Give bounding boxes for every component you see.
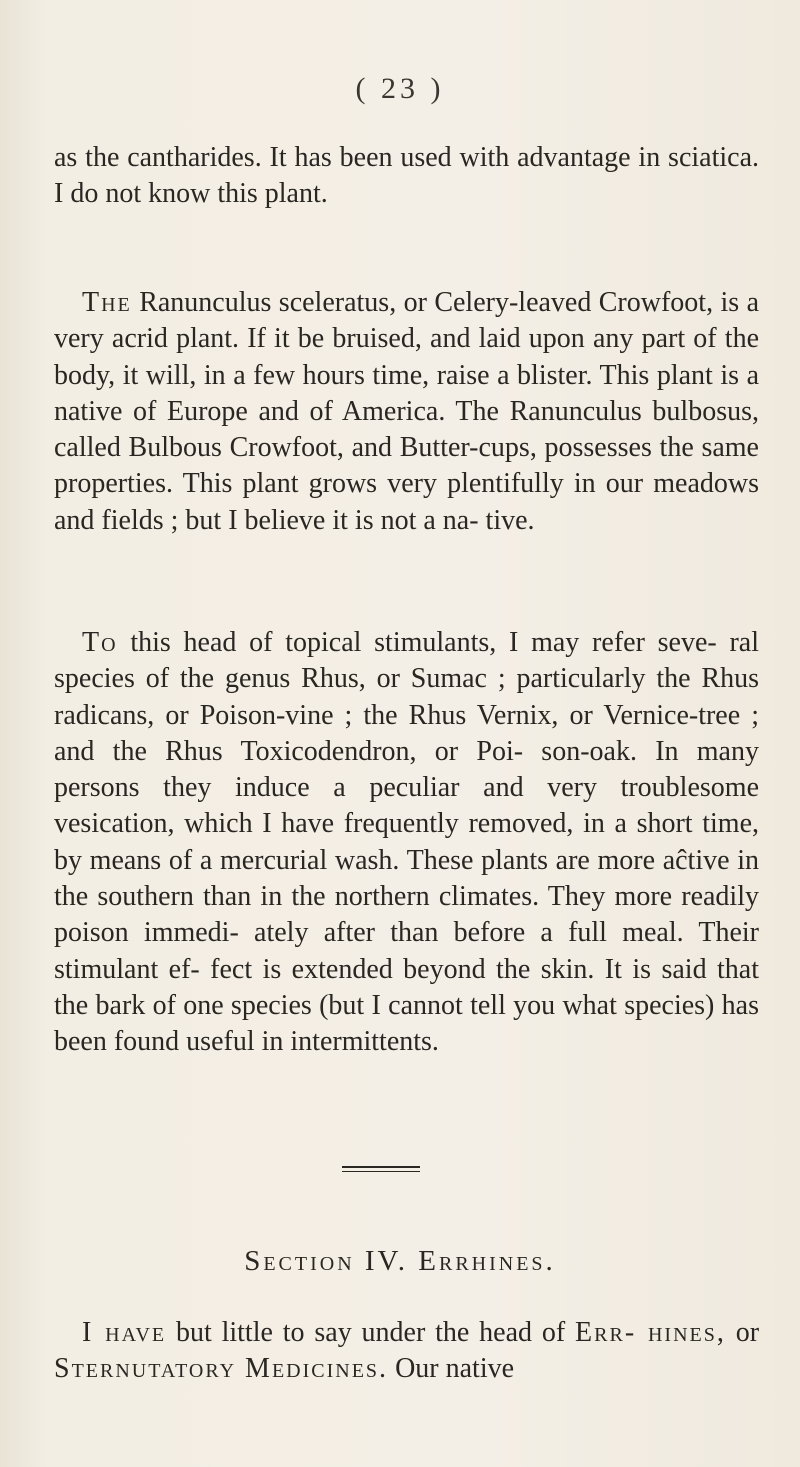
paragraph-lead: I have <box>82 1317 167 1348</box>
paragraph-body: this head of topical stimulants, I may refer seve- ral species of the genus Rhus, or Sumac ; particularly the Rhus radicans, or Poison-vine ; the Rhus Vernix, or Vernice-tree ; and the Rhus Toxicodendron, or Poi- son-oak. In many persons they induce a peculiar and very troublesome vesication, which I have frequently removed, in a short time, by means of a mercurial wash. These plants are more aĉtive in the southern than in the northern climates. They more readily poison immedi- ately after than before a full meal. Their stimulant ef- fect is extended beyond the skin. It is said that the bark of one species (but I cannot tell you what species) has been found useful in intermittents. <box>54 627 760 1058</box>
term-errhines: Err- hines, <box>575 1317 726 1348</box>
connector-or: or <box>735 1317 760 1348</box>
paragraph-body: Ranunculus sceleratus, or Celery-leaved Crowfoot, is a very acrid plant. If it be bruised, and laid upon any part of the body, it will, in a few hours time, raise a blister. This plant is a native of Europe and of America. The Ranunculus bulbosus, called Bulbous Crowfoot, and Butter-cups, possesses the same properties. This plant grows very plentifully in our meadows and fields ; but I believe it is not a na- tive. <box>54 287 760 536</box>
section-divider <box>342 1166 420 1168</box>
section-divider-thin <box>342 1171 420 1172</box>
paragraph-rhus <box>54 625 759 1061</box>
paragraph-tail: Our native <box>395 1353 515 1384</box>
paragraph-lead: The <box>82 287 132 318</box>
term-sternutatory: Sternutatory Medicines. <box>54 1353 389 1384</box>
paragraph-body: but little to say under the head of <box>175 1317 566 1348</box>
paragraph-errhines <box>54 1315 759 1387</box>
section-heading: Section IV. Errhines. <box>244 1245 556 1277</box>
page-number: ( 23 ) <box>355 72 445 105</box>
paragraph-continuation: as the cantharides. It has been used with advantage in sciatica. I do not know this plant. <box>54 142 759 210</box>
paragraph-lead: To <box>82 627 118 658</box>
paragraph-ranunculus <box>54 285 759 539</box>
